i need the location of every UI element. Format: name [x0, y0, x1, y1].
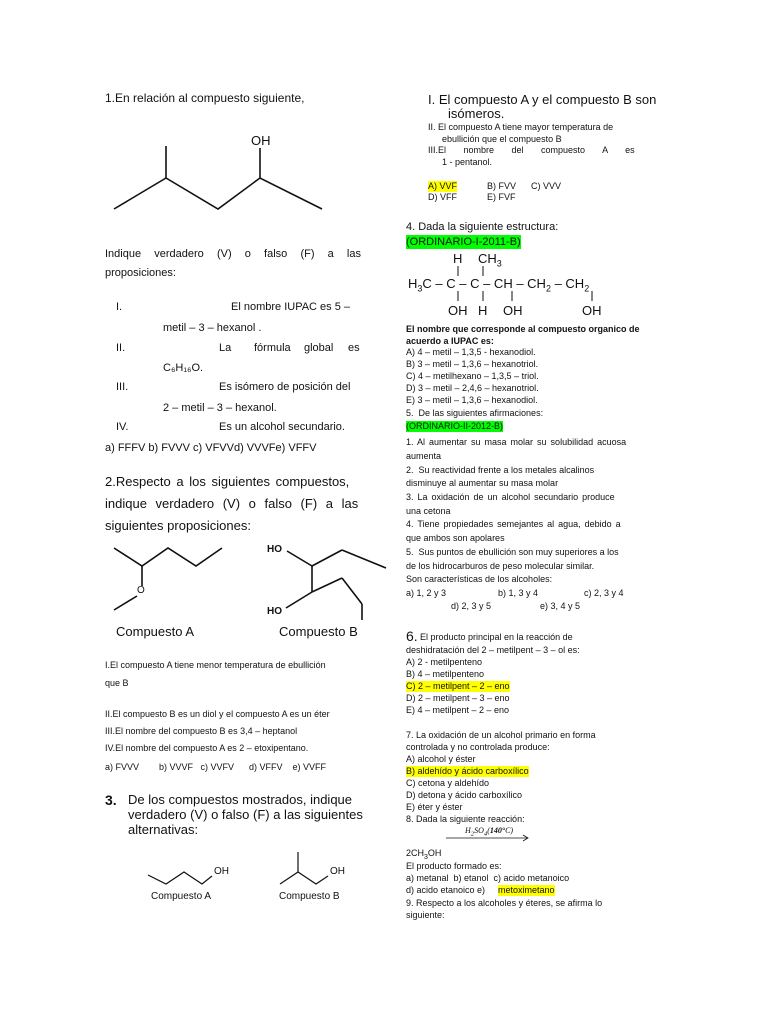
- q5-statement-4-cont: que ambos son apolares: [406, 533, 505, 543]
- q1-item-word: fórmula: [254, 342, 291, 354]
- q4-question-cont: acuerdo a IUPAC es:: [406, 336, 494, 346]
- q4-struct-oh1: OH: [448, 303, 468, 318]
- q5-statement-1-cont: aumenta: [406, 451, 442, 461]
- q3-caption-b: Compuesto B: [279, 891, 340, 902]
- q4-option: A) 4 – metil – 1,3,5 - hexanodiol.: [406, 347, 536, 357]
- r-top-option-b: B) FVV: [487, 181, 517, 191]
- q8-question: El producto formado es:: [406, 861, 502, 871]
- q4-struct-oh3: OH: [582, 303, 602, 318]
- q5-statement-2-cont: disminuye al aumentar su masa molar: [406, 478, 559, 488]
- q9-line1: 9. Respecto a los alcoholes y éteres, se afirma lo: [406, 898, 603, 908]
- q7-option: A) alcohol y éster: [406, 754, 476, 764]
- q2-caption-a: Compuesto A: [116, 624, 195, 639]
- r-top-option-e: E) FVF: [487, 192, 516, 202]
- q1-options: a) FFFV b) FVVV c) VFVVd) VVVFe) VFFV: [105, 442, 317, 454]
- q3-line1: De los compuestos mostrados, indique: [128, 792, 353, 807]
- q4-title: 4. Dada la siguiente estructura:: [406, 221, 559, 233]
- q4-option: C) 4 – metilhexano – 1,3,5 – triol.: [406, 371, 539, 381]
- q5-statement-5: 5. Sus puntos de ebullición son muy superiores a los: [406, 547, 619, 557]
- q4-question: El nombre que corresponde al compuesto organico de: [406, 324, 640, 334]
- q5-statement-2: 2. Su reactividad frente a los metales alcalinos: [406, 465, 595, 475]
- q4-struct-h2: H: [478, 303, 488, 318]
- q7-option: E) éter y éster: [406, 802, 463, 812]
- q5-option-a: a) 1, 2 y 3: [406, 588, 447, 598]
- q3-b-oh-label: OH: [330, 866, 345, 877]
- q4-struct-oh2: OH: [503, 303, 523, 318]
- q8-options-1: a) metanal b) etanol c) acido metanoico: [406, 873, 570, 883]
- q5-statement-5-cont: de los hidrocarburos de peso molecular similar.: [406, 561, 595, 571]
- q7-line1: 7. La oxidación de un alcohol primario en forma: [406, 730, 596, 740]
- q1-item-text-cont: metil – 3 – hexanol .: [163, 322, 262, 334]
- q7-option: C) cetona y aldehído: [406, 778, 490, 788]
- q5-question: Son características de los alcoholes:: [406, 574, 553, 584]
- q2-prop3: III.El nombre del compuesto B es 3,4 – heptanol: [105, 726, 298, 736]
- q6-option: A) 2 - metilpenteno: [406, 657, 483, 667]
- q4-tag: (ORDINARIO-I-2011-B): [406, 236, 521, 248]
- r-top-line3: III.El nombre del compuesto A es: [428, 145, 635, 155]
- q1-item-formula: C₆H₁₆O.: [163, 362, 204, 374]
- q8-arrow-label: $H_2SO_4(140^\circ C)$: [465, 826, 514, 838]
- r-top-option-d: D) VFF: [428, 192, 457, 202]
- q5-option-b: b) 1, 3 y 4: [498, 588, 539, 598]
- q2-b-ho-top: HO: [267, 544, 282, 555]
- q1-item-num: III.: [116, 381, 129, 393]
- q8-options-2: d) acido etanoico e): [406, 885, 486, 895]
- q4-struct-h: H: [453, 251, 463, 266]
- q2-prop2: II.El compuesto B es un diol y el compuesto A es un éter: [105, 709, 330, 719]
- q2-line2: indique verdadero (V) o falso (F) a las: [105, 496, 359, 511]
- q6-option-highlighted: C) 2 – metilpent – 2 – eno: [406, 681, 510, 691]
- q9-line2: siguiente:: [406, 910, 445, 920]
- r-top-line2: II. El compuesto A tiene mayor temperatura de: [428, 122, 614, 132]
- q1-prompt-line2: proposiciones:: [105, 267, 176, 279]
- q1-item-word: global: [304, 342, 334, 354]
- q7-option-highlighted: B) aldehído y ácido carboxílico: [406, 766, 529, 776]
- q1-item-text: El nombre IUPAC es 5 –: [231, 301, 351, 313]
- r-top-line2-cont: ebullición que el compuesto B: [442, 134, 562, 144]
- q6-number: 6.: [406, 628, 418, 644]
- q3-line2: verdadero (V) o falso (F) a las siguientes: [128, 807, 363, 822]
- q5-option-d: d) 2, 3 y 5: [451, 601, 492, 611]
- q5-option-c: c) 2, 3 y 4: [584, 588, 624, 598]
- q8-reactant: $2CH_3OH$: [406, 848, 442, 861]
- q1-item-text-cont: 2 – metil – 3 – hexanol.: [163, 402, 277, 414]
- q4-option: E) 3 – metil – 1,3,6 – hexanodiol.: [406, 395, 538, 405]
- r-top-line3-cont: 1 - pentanol.: [442, 157, 493, 167]
- q2-line3: siguientes proposiciones:: [105, 518, 251, 533]
- q3-line3: alternativas:: [128, 822, 199, 837]
- q3-a-oh-label: OH: [214, 866, 229, 877]
- q2-prop1: I.El compuesto A tiene menor temperatura de ebullición: [105, 660, 326, 670]
- q1-prompt-line1: Indique verdadero (V) o falso (F) a las: [105, 248, 361, 260]
- q5-option-e: e) 3, 4 y 5: [540, 601, 581, 611]
- q6-line2: deshidratación del 2 – metilpent – 3 – ol es:: [406, 645, 580, 655]
- q5-statement-3-cont: una cetona: [406, 506, 451, 516]
- q7-line2: controlada y no controlada produce:: [406, 742, 550, 752]
- q6-option: D) 2 – metilpent – 3 – eno: [406, 693, 510, 703]
- q5-title: 5. De las siguientes afirmaciones:: [406, 408, 544, 418]
- q1-oh-label: OH: [251, 133, 271, 148]
- q1-item-num: II.: [116, 342, 126, 354]
- q1-item-word: es: [348, 342, 360, 354]
- q6-line1: El producto principal en la reacción de: [420, 632, 573, 642]
- r-top-line1: I. El compuesto A y el compuesto B son: [428, 92, 657, 107]
- q5-statement-4: 4. Tiene propiedades semejantes al agua, debido a: [406, 519, 621, 529]
- q2-options: a) FVVV b) VVVF c) VVFV d) VFFV e) VVFF: [105, 762, 327, 772]
- q1-title: 1.En relación al compuesto siguiente,: [105, 91, 305, 105]
- q8-option-highlighted: metoximetano: [498, 885, 555, 895]
- q1-item-num: I.: [116, 301, 123, 313]
- q2-line1: 2.Respecto a los siguientes compuestos,: [105, 474, 350, 489]
- q3-caption-a: Compuesto A: [151, 891, 212, 902]
- r-top-line1-cont: isómeros.: [448, 106, 505, 121]
- q2-prop4: IV.El nombre del compuesto A es 2 – etoxipentano.: [105, 743, 309, 753]
- r-top-option-a: A) VVF: [428, 181, 458, 191]
- q5-statement-3: 3. La oxidación de un alcohol secundario produce: [406, 492, 615, 502]
- q3-number: 3.: [105, 792, 117, 808]
- q8-title: 8. Dada la siguiente reacción:: [406, 814, 525, 824]
- q4-struct-chain: $H_3C$ – C – C – CH – $CH_2 - CH_2$: [408, 276, 590, 294]
- q1-item-num: IV.: [116, 421, 129, 433]
- r-top-option-c: C) VVV: [531, 181, 562, 191]
- q2-b-ho-bottom: HO: [267, 606, 282, 617]
- q5-statement-1: 1. Al aumentar su masa molar su solubilidad acuosa: [406, 437, 627, 447]
- q2-ether-o-label: O: [137, 585, 145, 596]
- q4-option: D) 3 – metil – 2,4,6 – hexanotriol.: [406, 383, 539, 393]
- q2-prop1-cont: que B: [105, 678, 129, 688]
- q1-item-text: Es un alcohol secundario.: [219, 421, 345, 433]
- q2-caption-b: Compuesto B: [279, 624, 358, 639]
- q5-tag: (ORDINARIO-II-2012-B): [406, 421, 504, 431]
- q4-option: B) 3 – metil – 1,3,6 – hexanotriol.: [406, 359, 539, 369]
- q6-option: B) 4 – metilpenteno: [406, 669, 485, 679]
- q1-item-word: La: [219, 342, 232, 354]
- q1-item-text: Es isómero de posición del: [219, 381, 351, 393]
- q7-option: D) detona y ácido carboxílico: [406, 790, 523, 800]
- q6-option: E) 4 – metilpent – 2 – eno: [406, 705, 510, 715]
- q4-struct-ch3: $CH_3$: [478, 251, 502, 269]
